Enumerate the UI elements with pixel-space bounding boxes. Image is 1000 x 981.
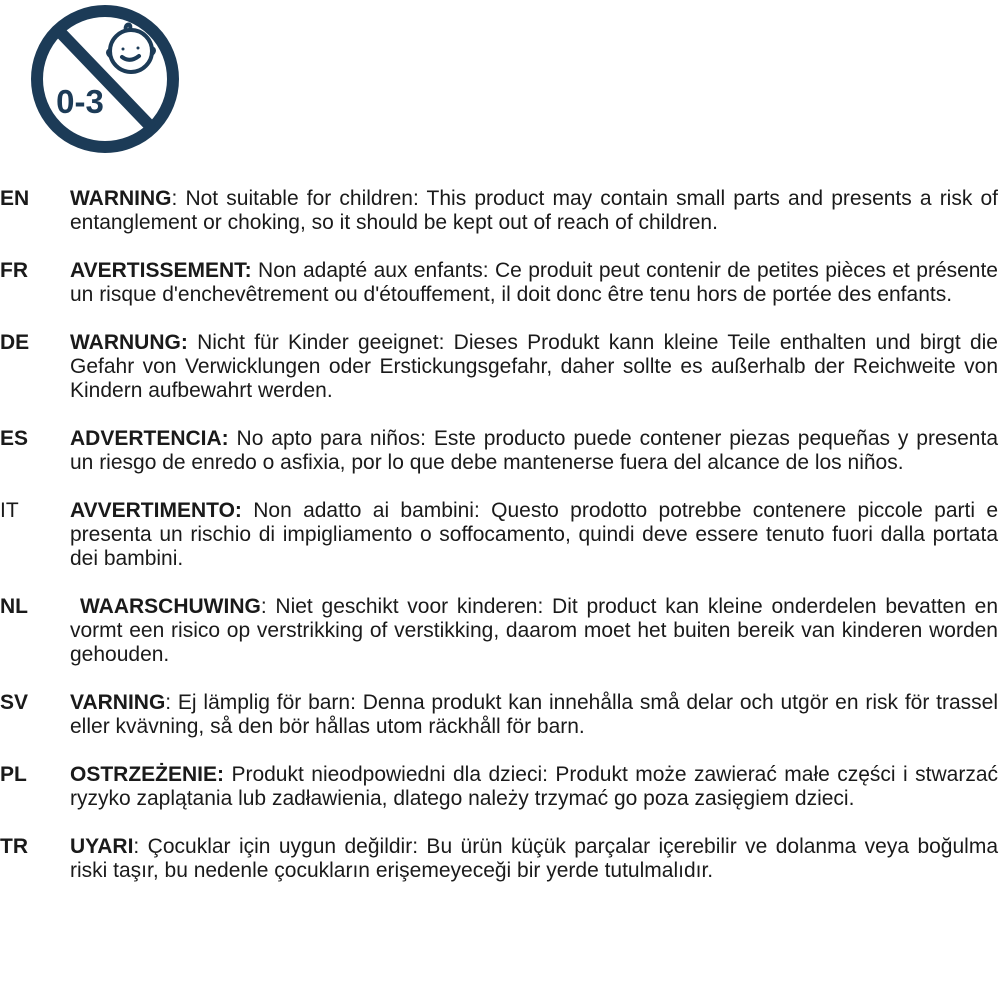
warning-row-de — [0, 331, 1000, 403]
warning-text — [70, 835, 998, 883]
no-children-under-3-icon — [28, 2, 182, 156]
warning-body: Non adapté aux enfants: Ce produit peut contenir de petites pièces et présente un risque d'enchevêtrement ou d'étouffement, il doit donc être tenu hors de portée des enfants. — [70, 259, 998, 306]
warning-heading: WARNUNG: — [70, 331, 188, 354]
warning-text — [70, 259, 998, 307]
warning-row-nl — [0, 595, 1000, 667]
language-code: ES — [0, 427, 29, 450]
warnings-list — [0, 187, 1000, 907]
language-code: DE — [0, 331, 30, 354]
warning-heading: AVVERTIMENTO: — [70, 499, 242, 522]
warning-body: No apto para niños: Este producto puede contener piezas pequeñas y presenta un riesgo de enredo o asfixia, por lo que debe mantenerse fuera del alcance de los niños. — [70, 427, 998, 474]
warning-heading: WAARSCHUWING — [80, 595, 261, 618]
language-code: EN — [0, 187, 30, 210]
warning-heading: WARNING — [70, 187, 172, 210]
warning-text — [70, 691, 998, 739]
warning-body: Produkt nieodpowiedni dla dzieci: Produkt może zawierać małe części i stwarzać ryzyko zaplątania lub zadławienia, dlatego należy trzymać go poza zasięgiem dzieci. — [70, 763, 998, 810]
warning-body: Non adatto ai bambini: Questo prodotto potrebbe contenere piccole parti e presenta un rischio di impigliamento o soffocamento, quindi deve essere tenuto fuori dalla portata dei bambini. — [70, 499, 998, 570]
warning-heading: OSTRZEŻENIE: — [70, 763, 225, 786]
warning-heading: AVERTISSEMENT: — [70, 259, 252, 282]
warning-body: : Ej lämplig för barn: Denna produkt kan innehålla små delar och utgör en risk för trassel eller kvävning, så den bör hållas utom räckhåll för barn. — [70, 691, 998, 738]
warning-body: : Çocuklar için uygun değildir: Bu ürün küçük parçalar içerebilir ve dolanma veya boğulma riski taşır, bu nedenle çocukların erişemeyeceği bir yerde tutulmalıdır. — [70, 835, 998, 882]
language-code: TR — [0, 835, 28, 858]
warning-body: : Not suitable for children: This product may contain small parts and presents a risk of entanglement or choking, so it should be kept out of reach of children. — [70, 187, 998, 234]
warning-row-pl — [0, 763, 1000, 811]
language-code: IT — [0, 499, 19, 522]
warning-heading: VARNING — [70, 691, 166, 714]
warning-text — [70, 187, 998, 235]
warning-heading: ADVERTENCIA: — [70, 427, 229, 450]
warning-row-es — [0, 427, 1000, 475]
warning-row-it — [0, 499, 1000, 571]
language-code: FR — [0, 259, 28, 282]
warning-text — [70, 331, 998, 403]
warning-heading: UYARI — [70, 835, 134, 858]
age-label: 0-3 — [56, 83, 104, 120]
warning-row-fr — [0, 259, 1000, 307]
warning-text — [70, 595, 998, 667]
language-code: NL — [0, 595, 28, 618]
warning-row-tr — [0, 835, 1000, 883]
warning-text — [70, 427, 998, 475]
warning-body: Nicht für Kinder geeignet: Dieses Produkt kann kleine Teile enthalten und birgt die Gefahr von Verwicklungen oder Erstickungsgefahr, daher sollte es außerhalb der Reichweite von Kindern aufbewahrt werden. — [70, 331, 998, 402]
age-restriction-badge — [28, 2, 182, 156]
warning-row-sv — [0, 691, 1000, 739]
warning-body: : Niet geschikt voor kinderen: Dit product kan kleine onderdelen bevatten en vormt een risico op verstrikking of verstikking, daarom moet het buiten bereik van kinderen worden gehouden. — [70, 595, 998, 666]
language-code: SV — [0, 691, 29, 714]
warning-row-en — [0, 187, 1000, 235]
warning-text — [70, 499, 998, 571]
warning-text — [70, 763, 998, 811]
language-code: PL — [0, 763, 27, 786]
